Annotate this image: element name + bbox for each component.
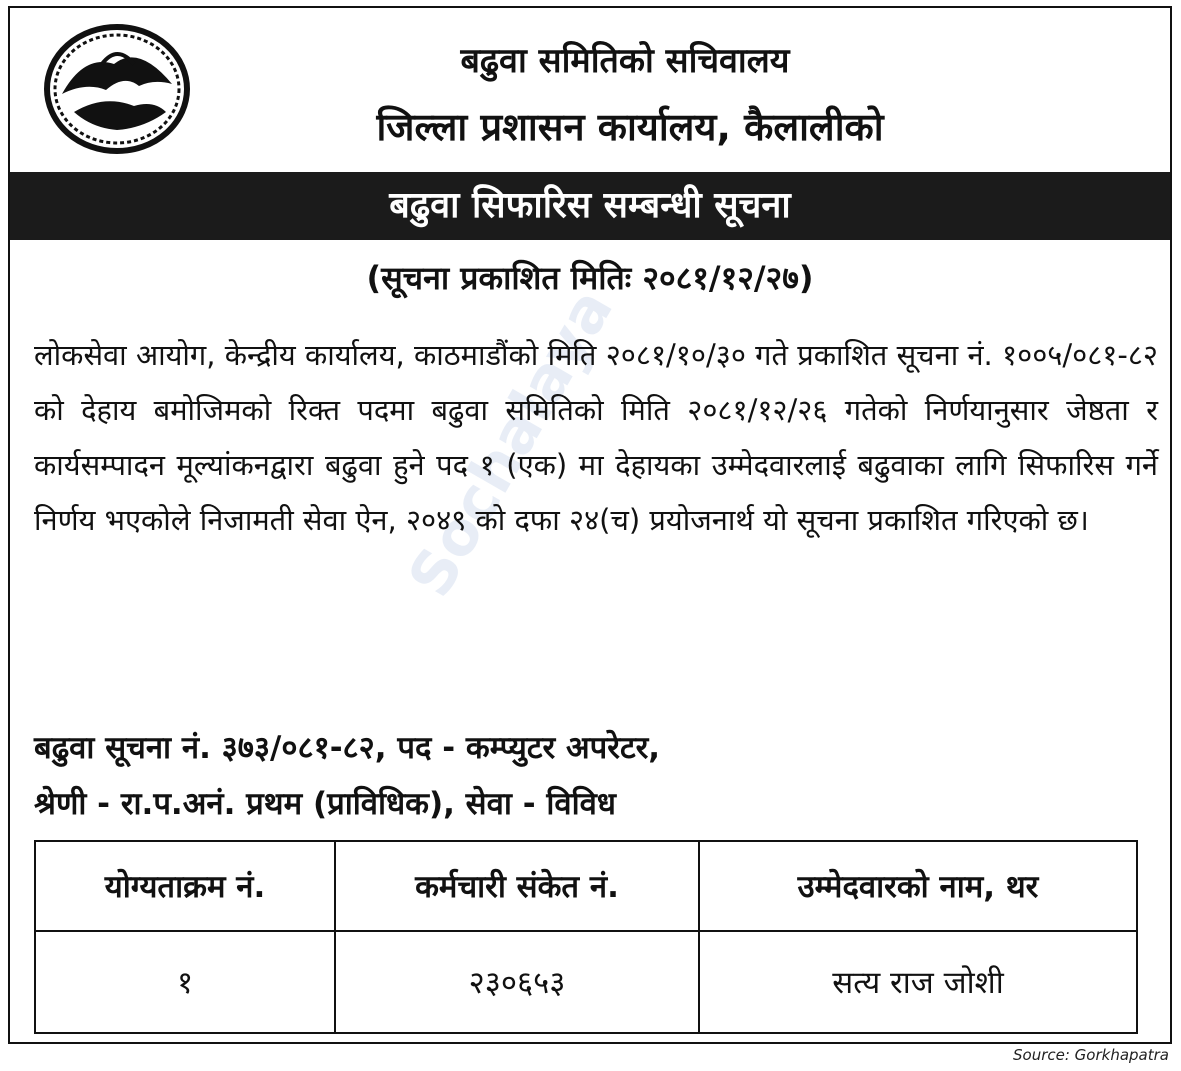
col-candidate-name: उम्मेदवारको नाम, थर: [699, 841, 1137, 931]
notice-banner: बढुवा सिफारिस सम्बन्धी सूचना: [10, 172, 1170, 240]
table-row: [35, 931, 1137, 1033]
source-credit: Source: Gorkhapatra: [1013, 1046, 1169, 1064]
notice-line-2: श्रेणी - रा.प.अनं. प्रथम (प्राविधिक), सेवा - विविध: [34, 786, 616, 822]
candidate-table: [34, 840, 1138, 1034]
watermark: Sochalaya: [395, 277, 627, 609]
notice-details: [34, 720, 1158, 832]
notice-body: लोकसेवा आयोग, केन्द्रीय कार्यालय, काठमाडौंको मिति २०८१/१०/३० गते प्रकाशित सूचना नं. १००५/०८१-८२ को देहाय बमोजिमको रिक्त पदमा बढुवा समितिको मिति २०८१/१२/२६ गतेको निर्णयानुसार जेष्ठता र कार्यसम्पादन मूल्यांकनद्वारा बढुवा हुने पद १ (एक) मा देहायका उम्मेदवारलाई बढुवाका लागि सिफारिस गर्ने निर्णय भएकोले निजामती सेवा ऐन, २०४९ को दफा २४(च) प्रयोजनार्थ यो सूचना प्रकाशित गरिएको छ।: [34, 338, 1158, 537]
notice-header: [10, 8, 1170, 174]
notice-frame: [8, 6, 1172, 1044]
office-title: जिल्ला प्रशासन कार्यालय, कैलालीको: [376, 105, 884, 149]
secretariat-title: बढुवा समितिको सचिवालय: [460, 41, 790, 81]
cell-merit-number: १: [35, 931, 335, 1033]
col-merit-number: योग्यताक्रम नं.: [35, 841, 335, 931]
publication-date: (सूचना प्रकाशित मितिः २०८१/१२/२७): [366, 259, 814, 297]
table-header-row: [35, 841, 1137, 931]
cell-employee-code: २३०६५३: [335, 931, 699, 1033]
notice-line-1: बढुवा सूचना नं. ३७३/०८१-८२, पद - कम्प्युटर अपरेटर,: [34, 730, 661, 766]
cell-candidate-name: सत्य राज जोशी: [699, 931, 1137, 1033]
col-employee-code: कर्मचारी संकेत नं.: [335, 841, 699, 931]
